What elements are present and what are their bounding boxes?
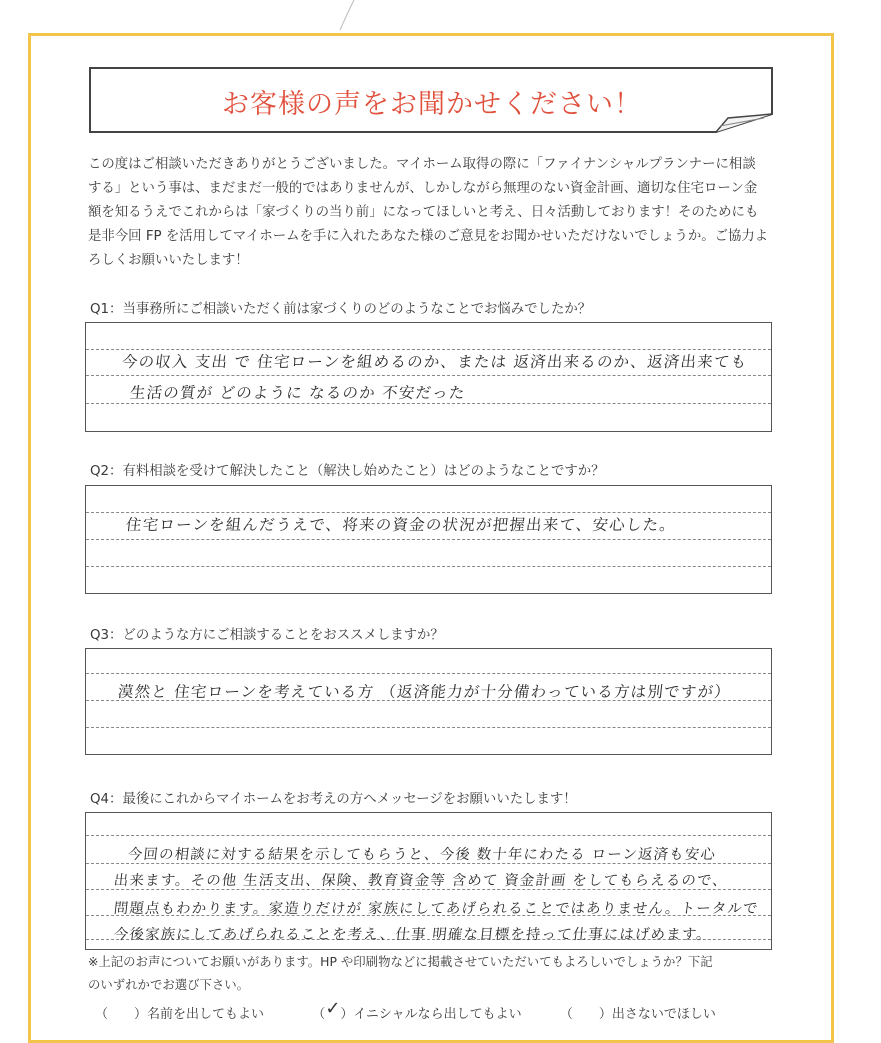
handwritten-answer-line: 漠然と 住宅ローンを考えている方 （返済能力が十分備わっている方は別ですが） [116, 683, 732, 701]
page-title: お客様の声をお聞かせください！ [222, 89, 642, 120]
choice-paren-open: （ [312, 1007, 326, 1022]
choice-initials-label: ）イニシャルなら出してもよい [340, 1007, 522, 1022]
ruled-line [86, 673, 771, 674]
ruled-line [86, 539, 771, 540]
ruled-line [86, 727, 771, 728]
choice-initials-ok[interactable] [312, 998, 522, 1022]
question-1-answer-box[interactable] [85, 322, 772, 432]
ruled-line [86, 375, 771, 376]
question-4-label: Q4：最後にこれからマイホームをお考えの方へメッセージをお願いいたします！ [90, 792, 577, 807]
ruled-line [86, 566, 771, 567]
intro-line: 是非今回 FP を活用してマイホームを手に入れたあなた様のご意見をお聞かせいただけないでしょうか。ご協力よ [88, 229, 769, 244]
intro-line: 額を知るうえでこれからは「家づくりの当り前」になってほしいと考え、日々活動しております！そのためにも [88, 205, 759, 220]
handwritten-answer-line: 今回の相談に対する結果を示してもらうと、今後 数十年にわたる ローン返済も安心 [127, 847, 717, 863]
intro-line: ろしくお願いいたします！ [88, 253, 249, 268]
handwritten-answer-line: 生活の質が どのように なるのか 不安だった [128, 384, 467, 402]
intro-line: する」という事は、まだまだ一般的ではありませんが、しかしながら無理のない資金計画、適切な住宅ローン金 [88, 181, 758, 196]
title-banner [88, 66, 776, 130]
check-mark-icon: ✓ [325, 998, 341, 1019]
intro-line: この度はご相談いただきありがとうございました。マイホーム取得の際に「ファイナンシャルプランナーに相談 [88, 157, 756, 172]
handwritten-answer-line: 住宅ローンを組んだうえで、将来の資金の状況が把握出来て、安心した。 [124, 516, 678, 534]
ruled-line [86, 835, 771, 836]
intro-text [88, 153, 788, 273]
choice-name-ok[interactable]: （ ）名前を出してもよい [95, 1007, 265, 1022]
consent-note-line: ※上記のお声についてお願いがあります。HP や印刷物などに掲載させていただいてもよろしいでしょうか？下記 [88, 954, 713, 969]
ruled-line [86, 403, 771, 404]
handwritten-answer-line: 今後家族にしてあげられることを考え、仕事 明確な目標を持って仕事にはげめます。 [113, 927, 713, 943]
question-1-label: Q1：当事務所にご相談いただく前は家づくりのどのようなことでお悩みでしたか？ [90, 302, 592, 317]
question-3-label: Q3：どのような方にご相談することをおススメしますか？ [90, 628, 444, 643]
question-3-answer-box[interactable] [85, 648, 772, 755]
question-2-answer-box[interactable] [85, 485, 772, 594]
consent-note-line: のいずれかでお選び下さい。 [88, 977, 250, 992]
question-4-answer-box[interactable] [85, 812, 772, 950]
handwritten-answer-line: 出来ます。その他 生活支出、保険、教育資金等 含めて 資金計画 をしてもらえるので、 [113, 873, 729, 889]
consent-choices [95, 998, 716, 1023]
question-2-label: Q2：有料相談を受けて解決したこと（解決し始めたこと）はどのようなことですか？ [90, 464, 605, 479]
choice-not-ok[interactable]: （ ）出さないでほしい [559, 1007, 716, 1022]
handwritten-answer-line: 問題点もわかります。家造りだけが 家族にしてあげられることではありません。トータルで [113, 901, 760, 917]
handwritten-answer-line: 今の収入 支出 で 住宅ローンを組めるのか、または 返済出来るのか、返済出来ても [120, 353, 749, 371]
pencil-mark [318, 0, 358, 40]
